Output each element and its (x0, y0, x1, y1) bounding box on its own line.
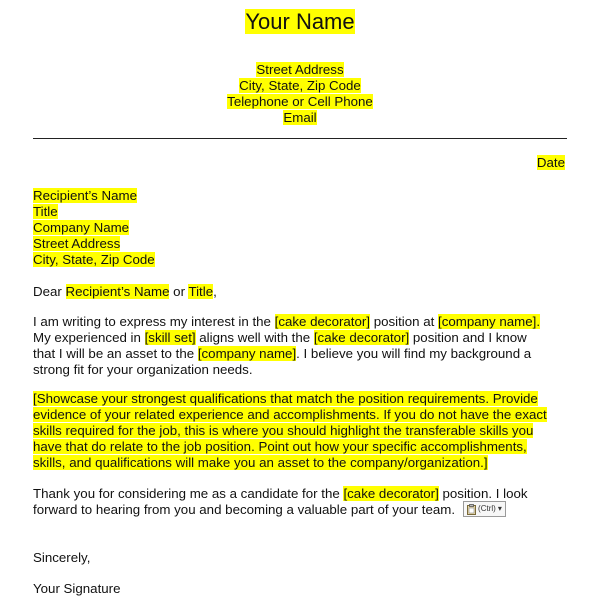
header-email-line (0, 110, 600, 126)
header-street: Street Address (256, 62, 344, 77)
recipient-company-line (33, 220, 129, 236)
placeholder-position: [cake decorator] (313, 330, 410, 345)
paragraph-line (33, 455, 547, 471)
header-email: Email (283, 110, 317, 125)
paragraph-qualifications (33, 391, 547, 471)
paragraph-line (33, 439, 547, 455)
text-run: position at (370, 314, 439, 329)
text-run: position. I look (438, 486, 528, 501)
paste-options-button[interactable] (463, 501, 506, 517)
text-run: I am writing to express my interest in the (33, 314, 275, 329)
header-name-line (0, 9, 600, 35)
recipient-title-line (33, 204, 58, 220)
signature: Your Signature (33, 581, 121, 596)
text-run: forward to hearing from you and becoming a valuable part of your team. (33, 502, 456, 517)
salutation-prefix: Dear (33, 284, 66, 299)
recipient-street: Street Address (33, 236, 121, 251)
recipient-title: Title (33, 204, 58, 219)
header-phone-line (0, 94, 600, 110)
salutation-or: or (169, 284, 189, 299)
text-run: skills, and qualifications will make you an asset to the company/organization.] (33, 455, 488, 470)
recipient-city-line (33, 252, 155, 268)
recipient-name: Recipient’s Name (33, 188, 137, 203)
placeholder-position: [cake decorator] (274, 314, 371, 329)
closing: Sincerely, (33, 550, 91, 565)
salutation (33, 284, 217, 300)
placeholder-company: [company name] (438, 314, 537, 329)
paragraph-line (33, 330, 540, 346)
salutation-title: Title (188, 284, 214, 299)
text-run: aligns well with the (195, 330, 314, 345)
text-run: My experienced in (33, 330, 145, 345)
placeholder-position: [cake decorator] (343, 486, 439, 501)
paragraph-line (33, 486, 528, 502)
chevron-down-icon: ▾ (497, 504, 502, 514)
recipient-street-line (33, 236, 120, 252)
placeholder-company: [company name] (197, 346, 297, 361)
text-run: have that do relate to the job position. Point out how your specific accomplishments, (33, 439, 527, 454)
header-street-line (0, 62, 600, 78)
placeholder-skill-set: [skill set] (144, 330, 196, 345)
text-run: . I believe you will find my background a (296, 346, 532, 361)
text-run: Thank you for considering me as a candidate for the (33, 486, 344, 501)
recipient-name-line (33, 188, 137, 204)
paragraph-line (33, 391, 547, 407)
text-run: . (536, 314, 541, 329)
salutation-name: Recipient’s Name (65, 284, 170, 299)
text-run: evidence of your related experience and accomplishments. If you do not have the exact (33, 407, 547, 422)
clipboard-icon (467, 504, 476, 515)
paragraph-thanks (33, 486, 528, 518)
recipient-city: City, State, Zip Code (33, 252, 155, 267)
paragraph-line (33, 502, 528, 518)
header-divider (33, 138, 567, 139)
text-run: skills required for the job, this is where you should highlight the transferable skills you (33, 423, 534, 438)
paragraph-line (33, 423, 547, 439)
text-run: [Showcase your strongest qualifications that match the position requirements. Provide (33, 391, 538, 406)
header-city: City, State, Zip Code (239, 78, 361, 93)
date: Date (536, 155, 565, 170)
text-run: that I will be an asset to the (33, 346, 198, 361)
header-city-line (0, 78, 600, 94)
text-run: position and I know (409, 330, 527, 345)
paste-options-label: (Ctrl) (478, 504, 496, 514)
date-line (537, 155, 565, 171)
header-phone: Telephone or Cell Phone (227, 94, 373, 109)
header-name: Your Name (245, 9, 355, 34)
paragraph-line (33, 314, 540, 330)
paragraph-interest (33, 314, 540, 378)
paragraph-line (33, 407, 547, 423)
recipient-company: Company Name (33, 220, 130, 235)
salutation-suffix: , (213, 284, 217, 299)
paragraph-line: strong fit for your organization needs. (33, 362, 253, 377)
paragraph-line (33, 346, 540, 362)
